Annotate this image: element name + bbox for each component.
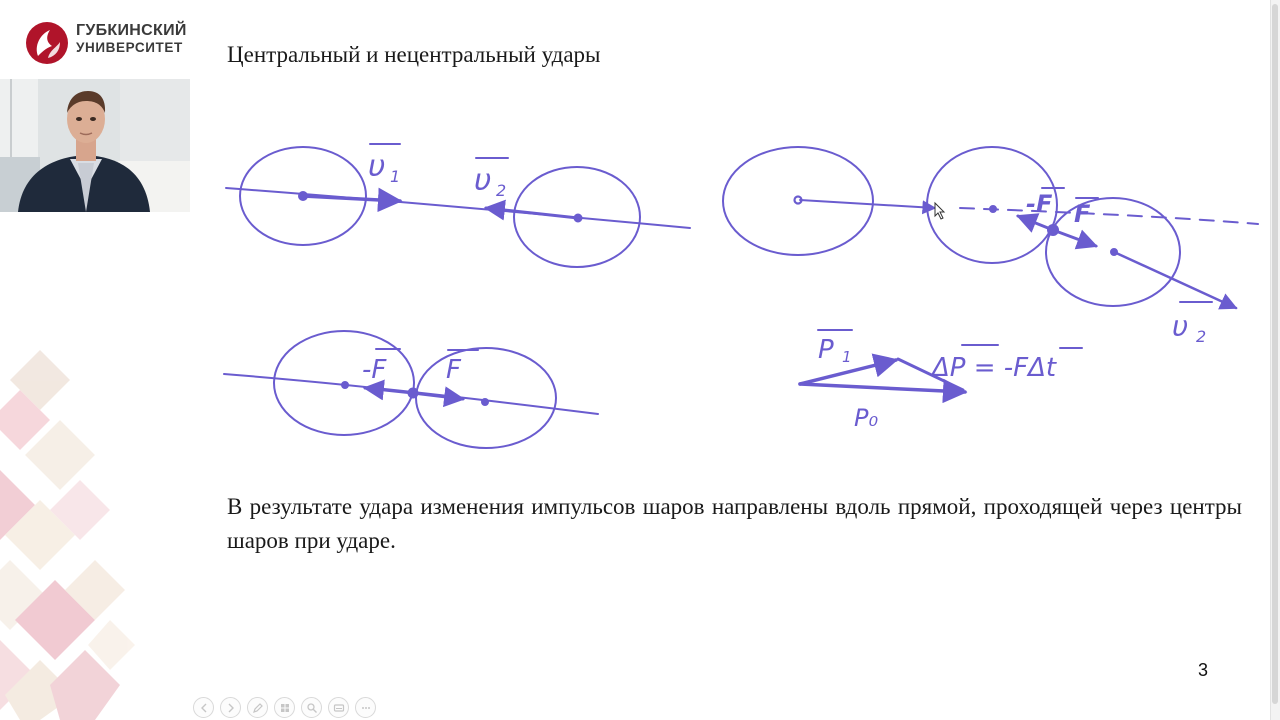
decorative-pattern [0, 330, 140, 720]
more-options-button[interactable] [355, 697, 376, 718]
label-f-oblique: F [1074, 200, 1091, 228]
subtitles-icon [333, 702, 345, 714]
central-collision-sketch [226, 144, 690, 267]
chevron-right-icon [225, 702, 237, 714]
oblique-collision-sketch [723, 147, 1258, 308]
label-p1-sub: 1 [842, 348, 852, 366]
label-v2-after-sub: 2 [1196, 327, 1207, 346]
subtitles-button[interactable] [328, 697, 349, 718]
mouse-cursor-icon [935, 203, 944, 219]
next-slide-button[interactable] [220, 697, 241, 718]
presenter-toolbar [193, 697, 376, 719]
label-p1: P [818, 335, 834, 365]
more-icon [360, 702, 372, 714]
lecturer-webcam-video [0, 79, 190, 212]
pen-button[interactable] [247, 697, 268, 718]
scrollbar-thumb[interactable] [1272, 4, 1278, 704]
label-v1: υ [368, 149, 386, 184]
zoom-button[interactable] [301, 697, 322, 718]
slide-title: Центральный и нецентральный удары [227, 42, 601, 67]
logo-text-line2: УНИВЕРСИТЕТ [76, 40, 183, 55]
all-slides-button[interactable] [274, 697, 295, 718]
prev-slide-button[interactable] [193, 697, 214, 718]
label-minus-f-contact: -F [362, 355, 387, 385]
logo-mark-icon [24, 20, 70, 66]
magnifier-icon [306, 702, 318, 714]
collision-sketch [215, 130, 1275, 460]
contact-forces-sketch [224, 331, 598, 448]
logo-text-line1: ГУБКИНСКИЙ [76, 22, 187, 39]
slide-body-text: В результате удара изменения импульсов шаров направлены вдоль прямой, проходящей через центры шаров при ударе. [227, 494, 1242, 553]
label-minus-f-oblique: -F [1026, 190, 1053, 218]
slide-page-number: 3 [1198, 660, 1209, 680]
university-logo [24, 18, 204, 70]
label-v2-sub: 2 [496, 181, 507, 200]
label-f-contact: F [446, 355, 461, 385]
grid-icon [279, 702, 291, 714]
label-v1-sub: 1 [390, 167, 401, 186]
label-delta-p-equation: ΔP = -FΔt [932, 353, 1057, 383]
label-p0: P₀ [854, 404, 879, 432]
chevron-left-icon [198, 702, 210, 714]
label-v2-after: υ [1172, 310, 1189, 343]
label-v2: υ [474, 163, 492, 198]
pen-icon [252, 702, 264, 714]
